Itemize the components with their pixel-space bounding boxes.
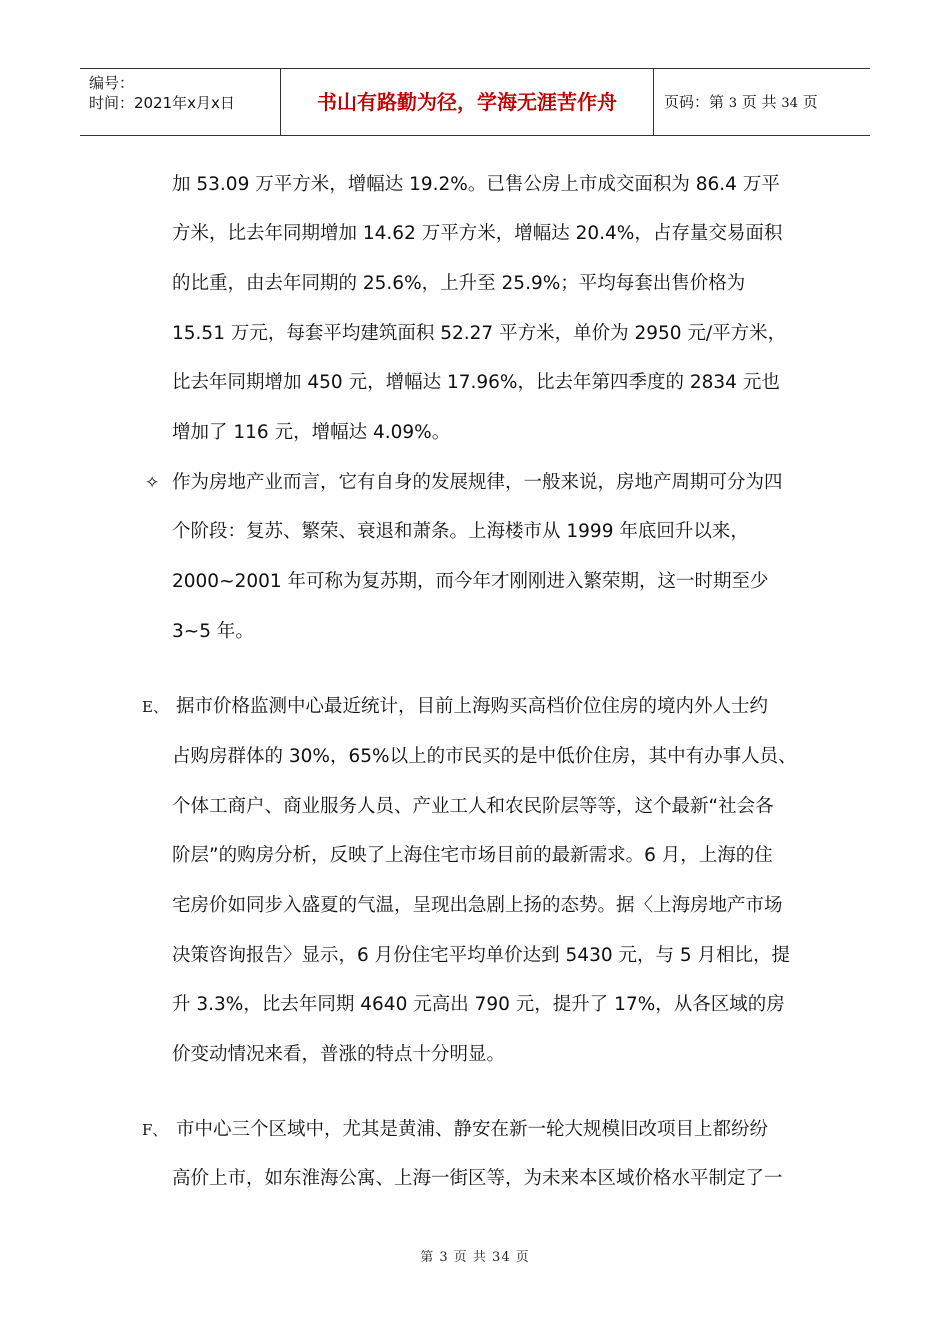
paragraph-line: 占购房群体的 30%，65%以上的市民买的是中低价住房，其中有办事人员、 [172, 746, 797, 767]
list-marker-f: F、 [142, 1121, 168, 1139]
list-marker-e: E、 [142, 698, 168, 716]
paragraph-line: 个体工商户、商业服务人员、产业工人和农民阶层等等，这个最新“社会各 [172, 796, 774, 817]
paragraph-line: 方米，比去年同期增加 14.62 万平方米，增幅达 20.4%，占存量交易面积 [172, 223, 783, 244]
paragraph-line: 作为房地产业而言，它有自身的发展规律，一般来说，房地产周期可分为四 [172, 472, 783, 493]
page-middle: 页 共 [741, 93, 777, 111]
document-number-label: 编号： [89, 74, 135, 92]
paragraph-line: 升 3.3%，比去年同期 4640 元高出 790 元，提升了 17%，从各区域的房 [172, 994, 785, 1015]
page-prefix: 页码：第 [664, 93, 725, 111]
paragraph-line: 的比重，由去年同期的 25.6%，上升至 25.9%；平均每套出售价格为 [172, 273, 746, 294]
paragraph-line: 个阶段：复苏、繁荣、衰退和萧条。上海楼市从 1999 年底回升以来， [172, 521, 749, 542]
paragraph-line: 比去年同期增加 450 元，增幅达 17.96%，比去年第四季度的 2834 元也 [172, 372, 780, 393]
paragraph-line: 据市价格监测中心最近统计，目前上海购买高档价位住房的境内外人士约 [176, 696, 769, 717]
paragraph-line: 阶层”的购房分析，反映了上海住宅市场目前的最新需求。6 月，上海的住 [172, 845, 773, 866]
paragraph-line: 价变动情况来看，普涨的特点十分明显。 [172, 1044, 506, 1065]
page-total: 34 [781, 96, 798, 111]
paragraph-line: 2000~2001 年可称为复苏期，而今年才刚刚进入繁荣期，这一时期至少 [172, 571, 769, 592]
header-motto: 书山有路勤为径，学海无涯苦作舟 [281, 69, 654, 135]
paragraph-line: 市中心三个区域中，尤其是黄浦、静安在新一轮大规模旧改项目上都纷纷 [176, 1119, 769, 1140]
document-header [80, 68, 870, 136]
paragraph-line: 宅房价如同步入盛夏的气温，呈现出急剧上扬的态势。据〈上海房地产市场 [172, 895, 783, 916]
document-date: 时间：2021年x月x日 [89, 94, 235, 112]
paragraph-line: 增加了 116 元，增幅达 4.09%。 [172, 422, 451, 443]
paragraph-line: 15.51 万元，每套平均建筑面积 52.27 平方米，单价为 2950 元/平方米， [172, 323, 787, 344]
page-current: 3 [728, 96, 738, 111]
page-suffix: 页 [802, 93, 818, 111]
paragraph-line: 高价上市，如东淮海公寓、上海一街区等，为未来本区域价格水平制定了一 [172, 1168, 783, 1189]
header-meta [80, 69, 281, 135]
page-footer: 第 3 页 共 34 页 [420, 1250, 530, 1265]
header-page-number [654, 69, 870, 135]
paragraph-line: 加 53.09 万平方米，增幅达 19.2%。已售公房上市成交面积为 86.4 万平 [172, 174, 780, 195]
paragraph-line: 决策咨询报告〉显示，6 月份住宅平均单价达到 5430 元，与 5 月相比，提 [172, 945, 791, 966]
diamond-bullet-icon: ✧ [145, 473, 160, 493]
paragraph-line: 3~5 年。 [172, 621, 254, 642]
